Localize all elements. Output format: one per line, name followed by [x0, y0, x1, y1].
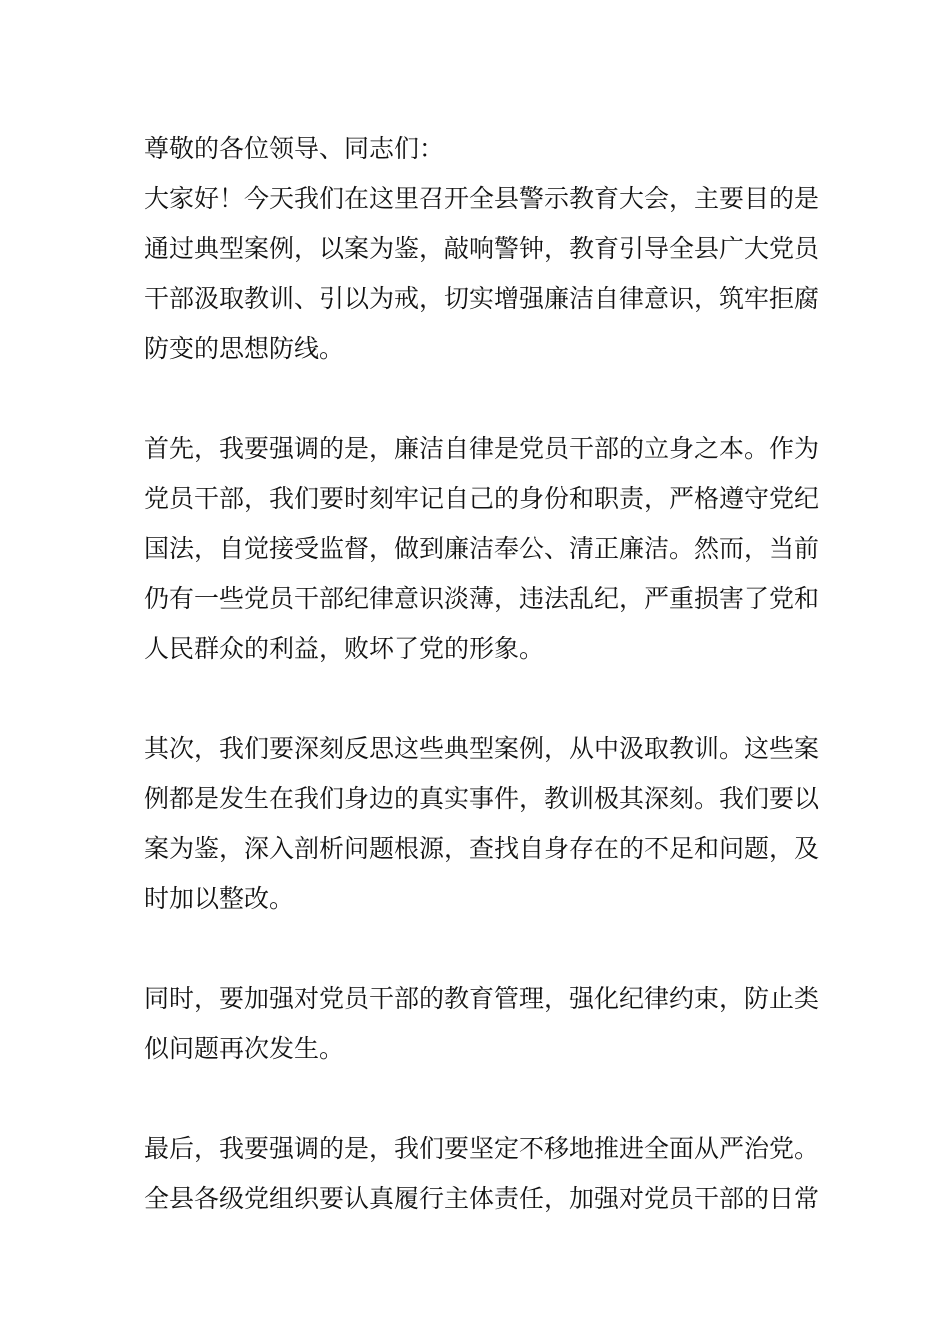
- paragraph-opening: [144, 174, 820, 374]
- text-line: 时加以整改。: [144, 884, 295, 913]
- salutation: 尊敬的各位领导、同志们：: [144, 134, 445, 163]
- text-line: 例都是发生在我们身边的真实事件，教训极其深刻。我们要以: [144, 784, 820, 813]
- text-line: 人民群众的利益，败坏了党的形象。: [144, 634, 545, 663]
- text-line: 案为鉴，深入剖析问题根源，查找自身存在的不足和问题，及: [144, 834, 820, 863]
- paragraph-spacer: [144, 1074, 808, 1124]
- text-line: 似问题再次发生。: [144, 1034, 345, 1063]
- text-line: 其次，我们要深刻反思这些典型案例，从中汲取教训。这些案: [144, 734, 820, 763]
- text-line: 党员干部，我们要时刻牢记自己的身份和职责，严格遵守党纪: [144, 484, 820, 513]
- text-line: 全县各级党组织要认真履行主体责任，加强对党员干部的日常: [144, 1184, 820, 1213]
- text-line: 干部汲取教训、引以为戒，切实增强廉洁自律意识，筑牢拒腐: [144, 284, 820, 313]
- paragraph-finally: [144, 1124, 820, 1224]
- paragraph-first-point: [144, 424, 820, 674]
- paragraph-second-point: [144, 724, 820, 924]
- text-line: 首先，我要强调的是，廉洁自律是党员干部的立身之本。作为: [144, 434, 820, 463]
- paragraph-spacer: [144, 924, 808, 974]
- text-line: 国法，自觉接受监督，做到廉洁奉公、清正廉洁。然而，当前: [144, 534, 820, 563]
- paragraph-meanwhile: [144, 974, 820, 1074]
- paragraph-spacer: [144, 374, 808, 424]
- document-body: [144, 124, 820, 1224]
- paragraph-spacer: [144, 674, 808, 724]
- text-line: 仍有一些党员干部纪律意识淡薄，违法乱纪，严重损害了党和: [144, 584, 820, 613]
- text-line: 大家好！今天我们在这里召开全县警示教育大会，主要目的是: [144, 184, 820, 213]
- text-line: 防变的思想防线。: [144, 334, 345, 363]
- text-line: 通过典型案例，以案为鉴，敲响警钟，教育引导全县广大党员: [144, 234, 820, 263]
- text-line: 同时，要加强对党员干部的教育管理，强化纪律约束，防止类: [144, 984, 820, 1013]
- text-line: 最后，我要强调的是，我们要坚定不移地推进全面从严治党。: [144, 1134, 820, 1163]
